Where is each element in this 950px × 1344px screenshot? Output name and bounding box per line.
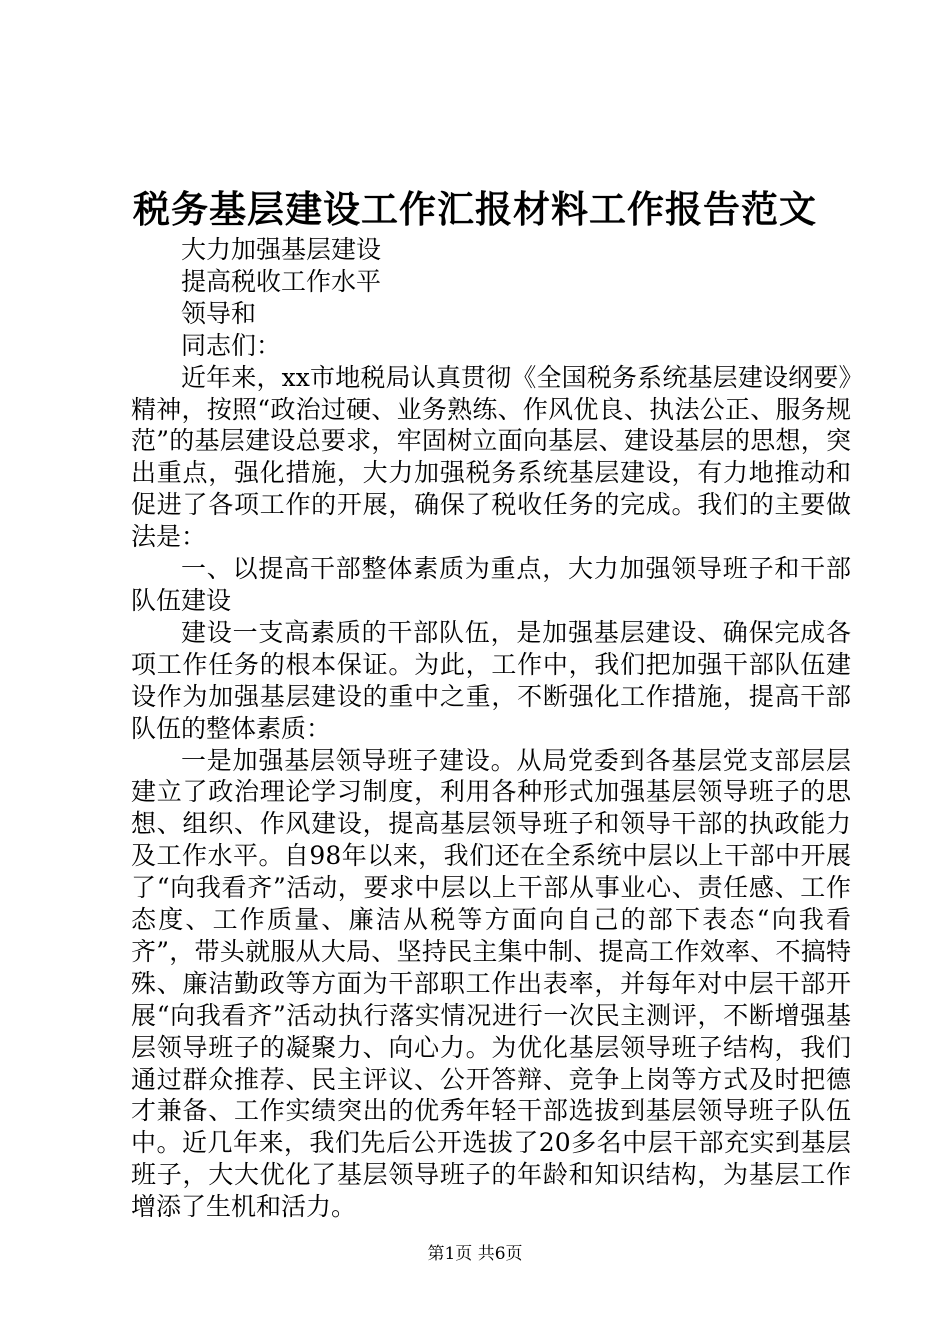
- paragraph-point-one: 一是加强基层领导班子建设。从局党委到各基层党支部层层建立了政治理论学习制度，利用各种形式加强基层领导班子的思想、组织、作风建设，提高基层领导班子和领导干部的执政能力及工作水平。自98年以来，我们还在全系统中层以上干部中开展了“向我看齐”活动，要求中层以上干部从事业心、责任感、工作态度、工作质量、廉洁从税等方面向自己的部下表态“向我看齐”，带头就服从大局、坚持民主集中制、提高工作效率、不搞特殊、廉洁勤政等方面为干部职工作出表率，并每年对中层干部开展“向我看齐”活动执行落实情况进行一次民主测评，不断增强基层领导班子的凝聚力、向心力。为优化基层领导班子结构，我们通过群众推荐、民主评议、公开答辩、竞争上岗等方式及时把德才兼备、工作实绩突出的优秀年轻干部选拔到基层领导班子队伍中。近几年来，我们先后公开选拔了20多名中层干部充实到基层班子，大大优化了基层领导班子的年龄和知识结构，为基层工作增添了生机和活力。: [131, 745, 851, 1222]
- paragraph-heading-1: 大力加强基层建设: [181, 235, 382, 264]
- paragraph-heading-2: 提高税收工作水平: [181, 266, 382, 296]
- paragraph-salutation-2: 同志们：: [181, 330, 282, 360]
- paragraph-salutation-1: 领导和: [181, 298, 257, 328]
- document-title: 税务基层建设工作汇报材料工作报告范文: [133, 187, 817, 231]
- paragraph-section-intro: 建设一支高素质的干部队伍，是加强基层建设、确保完成各项工作任务的根本保证。为此，工作中，我们把加强干部队伍建设作为加强基层建设的重中之重，不断强化工作措施，提高干部队伍的整体素质：: [131, 617, 851, 743]
- paragraph-section-heading: 一、以提高干部整体素质为重点，大力加强领导班子和干部队伍建设: [131, 554, 851, 615]
- document-body: [131, 234, 851, 1223]
- page-footer: 第1页 共6页: [427, 1244, 523, 1264]
- paragraph-intro: 近年来，xx市地税局认真贯彻《全国税务系统基层建设纲要》精神，按照“政治过硬、业务熟练、作风优良、执法公正、服务规范”的基层建设总要求，牢固树立面向基层、建设基层的思想，突出重点，强化措施，大力加强税务系统基层建设，有力地推动和促进了各项工作的开展，确保了税收任务的完成。我们的主要做法是：: [131, 362, 851, 552]
